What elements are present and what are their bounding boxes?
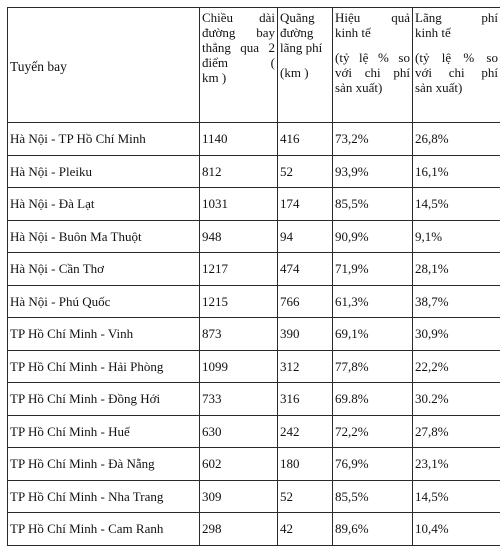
efficiency-cell: 89,6%: [333, 513, 413, 546]
distance-cell: 298: [200, 513, 278, 546]
distance-cell: 1140: [200, 123, 278, 156]
header-waste-title: Lãng phí: [415, 10, 498, 25]
flight-route-table: [7, 7, 500, 546]
distance-cell: 1031: [200, 188, 278, 221]
waste-cell: 9,1%: [413, 220, 500, 253]
header-waste-sub: với chi phí: [415, 65, 498, 80]
efficiency-cell: 72,2%: [333, 415, 413, 448]
waste-cell: 27,8%: [413, 415, 500, 448]
table-row: [8, 123, 500, 156]
extra-cell: 242: [278, 415, 333, 448]
extra-cell: 174: [278, 188, 333, 221]
efficiency-cell: 69.8%: [333, 383, 413, 416]
distance-cell: 309: [200, 480, 278, 513]
header-distance: [200, 8, 278, 123]
table-row: [8, 285, 500, 318]
waste-cell: 23,1%: [413, 448, 500, 481]
table-row: [8, 220, 500, 253]
efficiency-cell: 93,9%: [333, 155, 413, 188]
extra-cell: 312: [278, 350, 333, 383]
route-cell: Hà Nội - Phú Quốc: [8, 285, 200, 318]
efficiency-cell: 90,9%: [333, 220, 413, 253]
distance-cell: 948: [200, 220, 278, 253]
waste-cell: 28,1%: [413, 253, 500, 286]
waste-cell: 30,9%: [413, 318, 500, 351]
table-row: [8, 253, 500, 286]
header-extra-line: đường: [280, 25, 314, 40]
distance-cell: 873: [200, 318, 278, 351]
table-row: [8, 415, 500, 448]
header-distance-line: điểm (: [202, 55, 275, 70]
distance-cell: 1099: [200, 350, 278, 383]
table-row: [8, 188, 500, 221]
waste-cell: 30.2%: [413, 383, 500, 416]
waste-cell: 26,8%: [413, 123, 500, 156]
route-cell: Hà Nội - Cần Thơ: [8, 253, 200, 286]
table-row: [8, 383, 500, 416]
header-extra-line: Quãng: [280, 10, 315, 25]
header-efficiency-title: kinh tế: [335, 25, 371, 40]
route-cell: TP Hồ Chí Minh - Vinh: [8, 318, 200, 351]
table-row: [8, 318, 500, 351]
extra-cell: 94: [278, 220, 333, 253]
extra-cell: 180: [278, 448, 333, 481]
route-cell: TP Hồ Chí Minh - Đà Nẵng: [8, 448, 200, 481]
header-distance-line: Chiều dài: [202, 10, 275, 25]
route-cell: Hà Nội - Pleiku: [8, 155, 200, 188]
efficiency-cell: 61,3%: [333, 285, 413, 318]
waste-cell: 16,1%: [413, 155, 500, 188]
route-cell: TP Hồ Chí Minh - Nha Trang: [8, 480, 200, 513]
distance-cell: 1215: [200, 285, 278, 318]
header-efficiency-sub: (tỷ lệ % so: [335, 50, 410, 65]
waste-cell: 38,7%: [413, 285, 500, 318]
table-header-row: [8, 8, 500, 123]
extra-cell: 766: [278, 285, 333, 318]
efficiency-cell: 85,5%: [333, 480, 413, 513]
efficiency-cell: 76,9%: [333, 448, 413, 481]
efficiency-cell: 71,9%: [333, 253, 413, 286]
header-efficiency-sub: sản xuất): [335, 80, 383, 95]
route-cell: Hà Nội - Đà Lạt: [8, 188, 200, 221]
route-cell: TP Hồ Chí Minh - Hải Phòng: [8, 350, 200, 383]
efficiency-cell: 73,2%: [333, 123, 413, 156]
route-cell: TP Hồ Chí Minh - Huế: [8, 415, 200, 448]
table-row: [8, 350, 500, 383]
header-distance-line: đường bay: [202, 25, 275, 40]
header-extra: [278, 8, 333, 123]
distance-cell: 812: [200, 155, 278, 188]
waste-cell: 14,5%: [413, 188, 500, 221]
route-cell: Hà Nội - Buôn Ma Thuột: [8, 220, 200, 253]
header-distance-line: thẳng qua 2: [202, 40, 275, 55]
efficiency-cell: 69,1%: [333, 318, 413, 351]
table-row: [8, 513, 500, 546]
extra-cell: 52: [278, 155, 333, 188]
extra-cell: 416: [278, 123, 333, 156]
route-cell: TP Hồ Chí Minh - Đồng Hới: [8, 383, 200, 416]
table-row: [8, 448, 500, 481]
extra-cell: 52: [278, 480, 333, 513]
header-route: Tuyến bay: [8, 8, 200, 123]
waste-cell: 10,4%: [413, 513, 500, 546]
distance-cell: 733: [200, 383, 278, 416]
header-extra-line: lãng phí: [280, 40, 323, 55]
extra-cell: 390: [278, 318, 333, 351]
header-efficiency-title: Hiệu quả: [335, 10, 410, 25]
distance-cell: 602: [200, 448, 278, 481]
efficiency-cell: 85,5%: [333, 188, 413, 221]
header-efficiency: [333, 8, 413, 123]
extra-cell: 316: [278, 383, 333, 416]
header-waste-sub: (tỷ lệ % so: [415, 50, 498, 65]
table-row: [8, 155, 500, 188]
table-row: [8, 480, 500, 513]
route-cell: Hà Nội - TP Hồ Chí Minh: [8, 123, 200, 156]
header-waste-sub: sản xuất): [415, 80, 463, 95]
header-efficiency-sub: với chi phí: [335, 65, 410, 80]
efficiency-cell: 77,8%: [333, 350, 413, 383]
waste-cell: 22,2%: [413, 350, 500, 383]
extra-cell: 42: [278, 513, 333, 546]
distance-cell: 1217: [200, 253, 278, 286]
distance-cell: 630: [200, 415, 278, 448]
extra-cell: 474: [278, 253, 333, 286]
header-distance-line: km ): [202, 70, 227, 85]
header-extra-line: (km ): [280, 65, 309, 80]
route-cell: TP Hồ Chí Minh - Cam Ranh: [8, 513, 200, 546]
waste-cell: 14,5%: [413, 480, 500, 513]
header-waste: [413, 8, 500, 123]
header-waste-title: kinh tế: [415, 25, 451, 40]
